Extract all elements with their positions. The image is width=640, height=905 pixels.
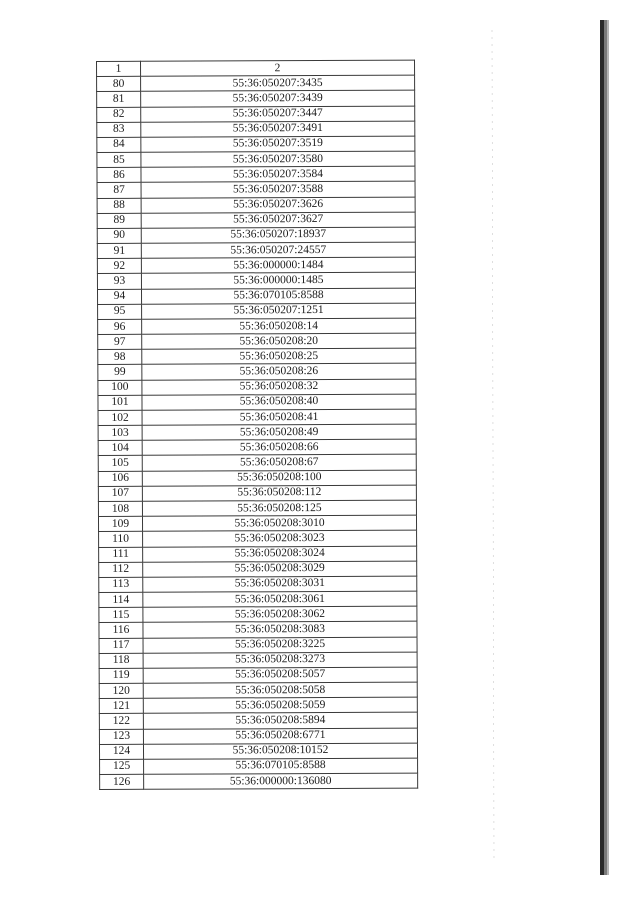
table-row xyxy=(98,455,416,472)
cadastral-number-cell: 55:36:050208:26 xyxy=(142,364,416,380)
row-number-cell: 118 xyxy=(99,653,143,668)
cadastral-number-cell: 55:36:050208:3031 xyxy=(143,576,417,592)
row-number-cell: 94 xyxy=(97,289,141,304)
row-number-cell: 88 xyxy=(97,198,141,213)
row-number-cell: 100 xyxy=(98,380,142,395)
row-number-cell: 113 xyxy=(99,577,143,592)
table-row xyxy=(98,409,416,426)
cadastral-number-cell: 55:36:050208:40 xyxy=(142,394,416,410)
row-number-cell: 84 xyxy=(97,137,141,152)
table-row xyxy=(98,424,416,441)
table-row xyxy=(97,212,415,229)
header-cell-cadastral: 2 xyxy=(141,60,415,76)
cadastral-number-cell: 55:36:050207:3626 xyxy=(141,197,415,213)
table-row xyxy=(99,546,417,563)
row-number-cell: 83 xyxy=(97,122,141,137)
cadastral-number-cell: 55:36:050207:3435 xyxy=(141,75,415,91)
row-number-cell: 122 xyxy=(99,714,143,729)
cadastral-number-cell: 55:36:050208:3083 xyxy=(143,621,417,637)
row-number-cell: 116 xyxy=(99,623,143,638)
cadastral-number-cell: 55:36:050208:66 xyxy=(142,439,416,455)
row-number-cell: 123 xyxy=(99,729,143,744)
cadastral-number-cell: 55:36:050208:100 xyxy=(142,470,416,486)
row-number-cell: 101 xyxy=(98,395,142,410)
table-row xyxy=(98,303,416,320)
table-row xyxy=(100,773,418,790)
table-row xyxy=(99,652,417,669)
cadastral-number-cell: 55:36:050207:24557 xyxy=(141,242,415,258)
row-number-cell: 112 xyxy=(99,562,143,577)
cadastral-number-cell: 55:36:050208:3023 xyxy=(143,530,417,546)
cadastral-number-cell: 55:36:050208:3062 xyxy=(143,606,417,622)
table-row xyxy=(98,515,416,532)
row-number-cell: 124 xyxy=(99,744,143,759)
row-number-cell: 106 xyxy=(98,471,142,486)
table-row xyxy=(99,530,417,547)
table-row xyxy=(99,606,417,623)
cadastral-number-cell: 55:36:000000:1484 xyxy=(141,257,415,273)
cadastral-numbers-table xyxy=(96,60,418,791)
table-row xyxy=(97,151,415,168)
row-number-cell: 82 xyxy=(97,107,141,122)
cadastral-number-cell: 55:36:050208:25 xyxy=(142,348,416,364)
table-row xyxy=(99,576,417,593)
cadastral-number-cell: 55:36:050208:3061 xyxy=(143,591,417,607)
cadastral-number-cell: 55:36:050208:10152 xyxy=(143,743,417,759)
table-row xyxy=(98,439,416,456)
row-number-cell: 93 xyxy=(97,274,141,289)
cadastral-number-cell: 55:36:050207:3519 xyxy=(141,136,415,152)
cadastral-number-cell: 55:36:050207:1251 xyxy=(142,303,416,319)
cadastral-number-cell: 55:36:050208:6771 xyxy=(143,728,417,744)
table-row xyxy=(97,75,415,92)
cadastral-number-cell: 55:36:050208:5057 xyxy=(143,667,417,683)
table-row xyxy=(98,379,416,396)
row-number-cell: 121 xyxy=(99,699,143,714)
row-number-cell: 80 xyxy=(97,76,141,91)
table-row xyxy=(99,697,417,714)
cadastral-number-cell: 55:36:050208:14 xyxy=(142,318,416,334)
table-row xyxy=(97,197,415,214)
table-row xyxy=(97,90,415,107)
cadastral-number-cell: 55:36:050207:3447 xyxy=(141,106,415,122)
table-row xyxy=(97,106,415,123)
table-row xyxy=(98,364,416,381)
table-row xyxy=(98,333,416,350)
row-number-cell: 90 xyxy=(97,228,141,243)
row-number-cell: 111 xyxy=(99,547,143,562)
cadastral-number-cell: 55:36:050208:3225 xyxy=(143,637,417,653)
row-number-cell: 109 xyxy=(98,516,142,531)
table-row xyxy=(99,621,417,638)
cadastral-number-cell: 55:36:050208:125 xyxy=(142,500,416,516)
row-number-cell: 98 xyxy=(98,350,142,365)
cadastral-number-cell: 55:36:050207:3580 xyxy=(141,151,415,167)
row-number-cell: 114 xyxy=(99,592,143,607)
row-number-cell: 97 xyxy=(98,334,142,349)
table-row xyxy=(98,470,416,487)
table-row xyxy=(97,242,415,259)
table-row xyxy=(97,121,415,138)
row-number-cell: 115 xyxy=(99,607,143,622)
table-row xyxy=(98,394,416,411)
table-row xyxy=(99,637,417,654)
table-row xyxy=(99,712,417,729)
row-number-cell: 126 xyxy=(100,774,144,789)
cadastral-number-cell: 55:36:050208:49 xyxy=(142,424,416,440)
table-row xyxy=(99,728,417,745)
table-row xyxy=(99,743,417,760)
table-row xyxy=(98,318,416,335)
cadastral-number-cell: 55:36:050207:3491 xyxy=(141,121,415,137)
cadastral-number-cell: 55:36:050208:3024 xyxy=(143,546,417,562)
table-row xyxy=(99,667,417,684)
row-number-cell: 119 xyxy=(99,668,143,683)
row-number-cell: 105 xyxy=(98,456,142,471)
cadastral-number-cell: 55:36:050207:3439 xyxy=(141,90,415,106)
cadastral-number-cell: 55:36:050208:67 xyxy=(142,455,416,471)
row-number-cell: 99 xyxy=(98,365,142,380)
row-number-cell: 104 xyxy=(98,441,142,456)
row-number-cell: 107 xyxy=(98,486,142,501)
table-header-row xyxy=(97,60,415,77)
row-number-cell: 110 xyxy=(99,532,143,547)
table-row xyxy=(97,136,415,153)
row-number-cell: 108 xyxy=(98,501,142,516)
cadastral-number-cell: 55:36:050208:5894 xyxy=(143,712,417,728)
table-row xyxy=(98,348,416,365)
cadastral-number-cell: 55:36:050207:3584 xyxy=(141,166,415,182)
cadastral-number-cell: 55:36:050208:20 xyxy=(142,333,416,349)
header-cell-number: 1 xyxy=(97,61,141,76)
cadastral-number-cell: 55:36:000000:136080 xyxy=(144,773,418,789)
cadastral-number-cell: 55:36:050208:5058 xyxy=(143,682,417,698)
row-number-cell: 103 xyxy=(98,425,142,440)
cadastral-number-cell: 55:36:070105:8588 xyxy=(141,288,415,304)
row-number-cell: 87 xyxy=(97,183,141,198)
cadastral-number-cell: 55:36:050208:32 xyxy=(142,379,416,395)
table-row xyxy=(97,181,415,198)
table-row xyxy=(97,273,415,290)
cadastral-number-cell: 55:36:050208:41 xyxy=(142,409,416,425)
row-number-cell: 117 xyxy=(99,638,143,653)
cadastral-number-cell: 55:36:050208:3010 xyxy=(142,515,416,531)
cadastral-number-cell: 55:36:050208:112 xyxy=(142,485,416,501)
row-number-cell: 91 xyxy=(97,243,141,258)
cadastral-number-cell: 55:36:000000:1485 xyxy=(141,273,415,289)
table-row xyxy=(99,561,417,578)
row-number-cell: 95 xyxy=(98,304,142,319)
row-number-cell: 89 xyxy=(97,213,141,228)
row-number-cell: 81 xyxy=(97,92,141,107)
cadastral-number-cell: 55:36:050207:18937 xyxy=(141,227,415,243)
table-row xyxy=(98,500,416,517)
row-number-cell: 125 xyxy=(100,759,144,774)
cadastral-number-cell: 55:36:050208:3029 xyxy=(143,561,417,577)
cadastral-number-cell: 55:36:050208:5059 xyxy=(143,697,417,713)
table-row xyxy=(99,682,417,699)
cadastral-number-cell: 55:36:050207:3588 xyxy=(141,181,415,197)
row-number-cell: 92 xyxy=(97,259,141,274)
table-row xyxy=(99,591,417,608)
row-number-cell: 86 xyxy=(97,168,141,183)
row-number-cell: 120 xyxy=(99,683,143,698)
table-row xyxy=(98,485,416,502)
cadastral-number-cell: 55:36:050207:3627 xyxy=(141,212,415,228)
table-row xyxy=(97,288,415,305)
table-row xyxy=(97,227,415,244)
table-row xyxy=(100,758,418,775)
cadastral-number-cell: 55:36:070105:8588 xyxy=(144,758,418,774)
table-row xyxy=(97,166,415,183)
row-number-cell: 96 xyxy=(98,319,142,334)
row-number-cell: 102 xyxy=(98,410,142,425)
cadastral-number-cell: 55:36:050208:3273 xyxy=(143,652,417,668)
table-row xyxy=(97,257,415,274)
row-number-cell: 85 xyxy=(97,152,141,167)
